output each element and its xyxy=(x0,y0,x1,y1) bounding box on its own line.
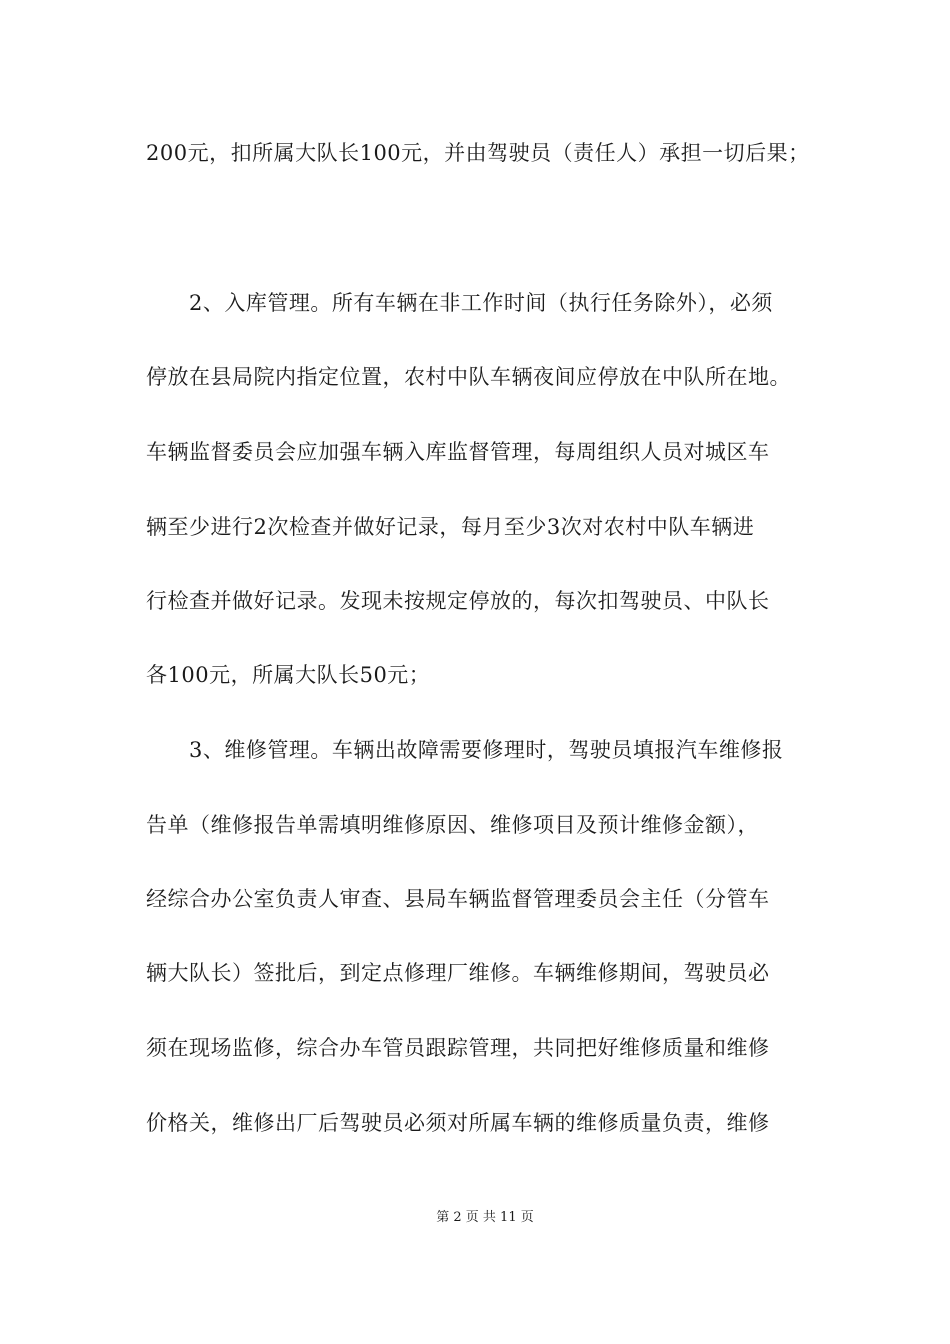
paragraph-line: 辆至少进行2次检查并做好记录，每月至少3次对农村中队车辆进 xyxy=(146,515,755,539)
paragraph-line: 行检查并做好记录。发现未按规定停放的，每次扣驾驶员、中队长 xyxy=(146,589,770,613)
paragraph-line: 须在现场监修，综合办车管员跟踪管理，共同把好维修质量和维修 xyxy=(146,1036,770,1060)
paragraph-line: 辆大队长）签批后，到定点修理厂维修。车辆维修期间，驾驶员必 xyxy=(146,961,770,985)
page-number: 第 2 页 共 11 页 xyxy=(436,1210,534,1225)
paragraph-line: 各100元，所属大队长50元； xyxy=(146,663,431,687)
paragraph-line: 告单（维修报告单需填明维修原因、维修项目及预计维修金额）， xyxy=(146,813,759,837)
paragraph-line: 3、维修管理。车辆出故障需要修理时，驾驶员填报汽车维修报 xyxy=(189,738,784,762)
paragraph-line: 停放在县局院内指定位置，农村中队车辆夜间应停放在中队所在地。 xyxy=(146,365,791,389)
paragraph-line: 经综合办公室负责人审查、县局车辆监督管理委员会主任（分管车 xyxy=(146,887,770,911)
paragraph-line: 2、入库管理。所有车辆在非工作时间（执行任务除外），必须 xyxy=(189,291,773,315)
paragraph-line: 200元，扣所属大队长100元，并由驾驶员（责任人）承担一切后果； xyxy=(146,141,810,165)
paragraph-line: 价格关，维修出厂后驾驶员必须对所属车辆的维修质量负责，维修 xyxy=(146,1111,770,1135)
paragraph-line: 车辆监督委员会应加强车辆入库监督管理，每周组织人员对城区车 xyxy=(146,440,770,464)
